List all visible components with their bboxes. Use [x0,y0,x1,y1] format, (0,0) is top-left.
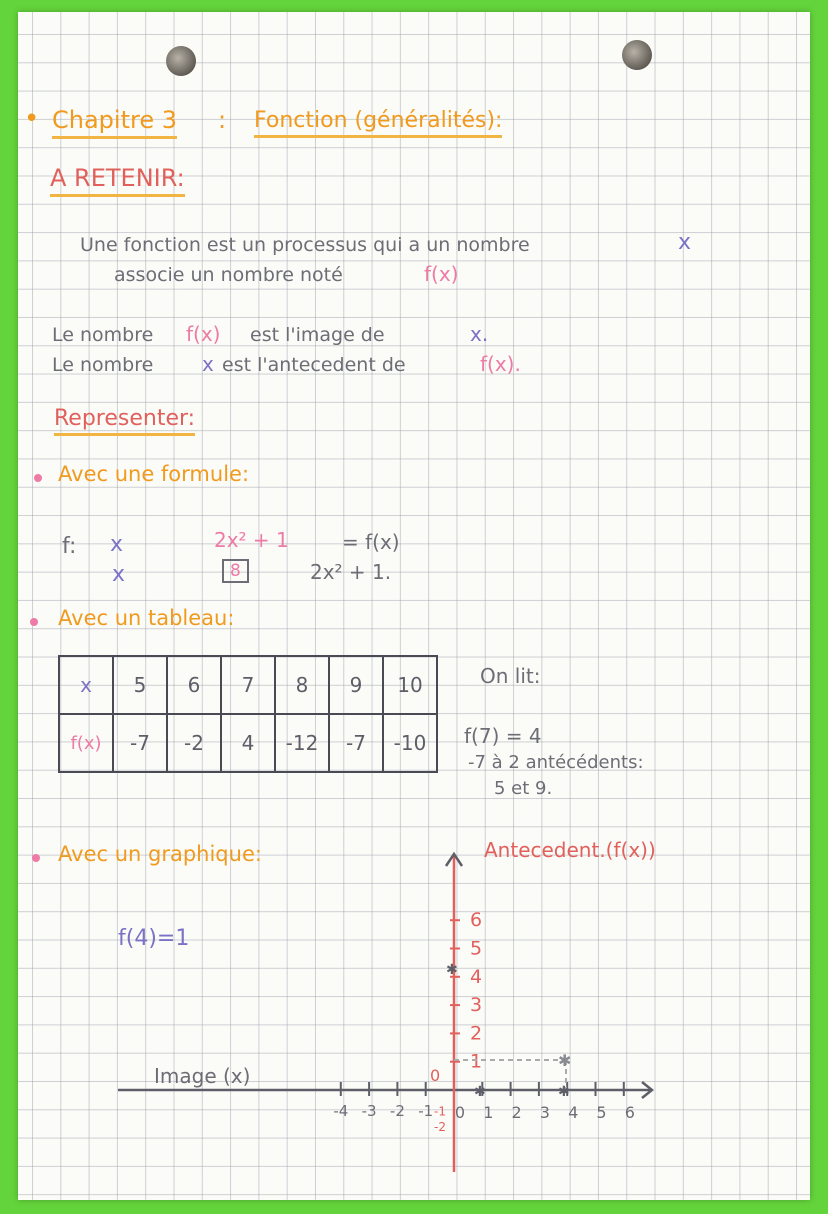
representer-heading: Representer: [54,406,195,436]
table-cell: -7 [113,714,167,772]
image-line1-b: est l'image de [250,324,385,346]
table-cell: 10 [383,656,437,714]
axis-tick-label: -1 [434,1104,446,1119]
axis-tick-label: 4 [568,1103,579,1122]
table-cell: -7 [329,714,383,772]
table-cell: -12 [275,714,329,772]
chapter-title: Fonction (généralités): [254,108,502,138]
axis-tick-label: -2 [389,1102,405,1120]
definition-line1: Une fonction est un processus qui a un nombre [80,234,530,256]
axis-tick-label: 3 [469,994,483,1017]
definition-var-x: x [678,230,692,255]
retenir-heading: A RETENIR: [50,164,185,197]
axis-ticks [341,920,624,1096]
image-line2-x: x [202,352,214,376]
table-row-label-fx: f(x) [59,714,113,772]
formule-f: f: [62,534,77,559]
formule-x2: x [112,562,126,587]
point-marker: ✱ [558,1084,570,1100]
table-note-2: -7 à 2 antécédents: [468,752,644,773]
axis-tick-label: 1 [483,1103,494,1122]
definition-line2: associe un nombre noté [114,264,343,286]
table-cell: 7 [221,656,275,714]
y-axis-label: Antecedent.(f(x)) [484,838,656,862]
point-marker: ✱ [474,1084,486,1100]
axis-tick-label: 4 [469,965,483,988]
chapter-label: Chapitre 3 [52,106,177,139]
axis-tick-label: 6 [624,1103,635,1122]
point-marker: ✱ [446,962,458,978]
image-line1-x: x. [470,322,489,346]
image-line2-b: est l'antecedent de [222,354,406,376]
table-row-label-x: x [59,656,113,714]
formule-heading: Avec une formule: [58,462,250,486]
notebook-page [18,12,810,1200]
tableau-heading: Avec un tableau: [58,606,235,630]
point-marker: ✱ [558,1051,572,1070]
table-cell: -10 [383,714,437,772]
table-note-title: On lit: [480,664,541,688]
axis-tick-label: 2 [469,1022,483,1045]
axis-tick-label: 2 [511,1103,522,1122]
graphique-heading: Avec un graphique: [58,842,262,866]
axis-tick-label: -3 [361,1102,377,1120]
x-axis-label: Image (x) [154,1064,251,1088]
image-line2-fx: f(x). [480,352,521,376]
axis-tick-label: 6 [469,909,483,932]
axis-tick-label: 3 [539,1103,550,1122]
formule-eq: = f(x) [342,530,400,554]
table-cell: 4 [221,714,275,772]
table-cell: 8 [275,656,329,714]
formule-expr2: 2x² + 1. [310,560,392,584]
table-cell: -2 [167,714,221,772]
image-line1-a: Le nombre [52,324,154,346]
graph-svg [18,12,810,1200]
table-cell: 9 [329,656,383,714]
axis-tick-label: 0 [454,1103,466,1122]
axis-tick-label: 5 [469,937,483,960]
chapter-bullet: • [24,104,40,134]
graphique-example: f(4)=1 [118,926,190,951]
formule-box: 8 [222,559,249,583]
table-cell: 5 [113,656,167,714]
axis-tick-label: 1 [469,1050,483,1073]
formule-x: x [110,532,124,557]
axis-tick-label: -1 [418,1102,434,1120]
axis-tick-label: -4 [333,1102,349,1120]
table-note-3: 5 et 9. [494,778,553,799]
axis-tick-label: -2 [434,1120,446,1135]
axis-tick-label: 5 [596,1103,607,1122]
image-line1-fx: f(x) [186,322,221,346]
origin-label: 0 [430,1066,441,1085]
table-cell: 6 [167,656,221,714]
definition-fx: f(x) [424,262,459,286]
formule-expr: 2x² + 1 [214,528,289,552]
image-line2-a: Le nombre [52,354,154,376]
table-note-1: f(7) = 4 [464,724,542,748]
axis-tick-labels [333,909,635,1134]
chapter-colon: : [218,106,227,134]
